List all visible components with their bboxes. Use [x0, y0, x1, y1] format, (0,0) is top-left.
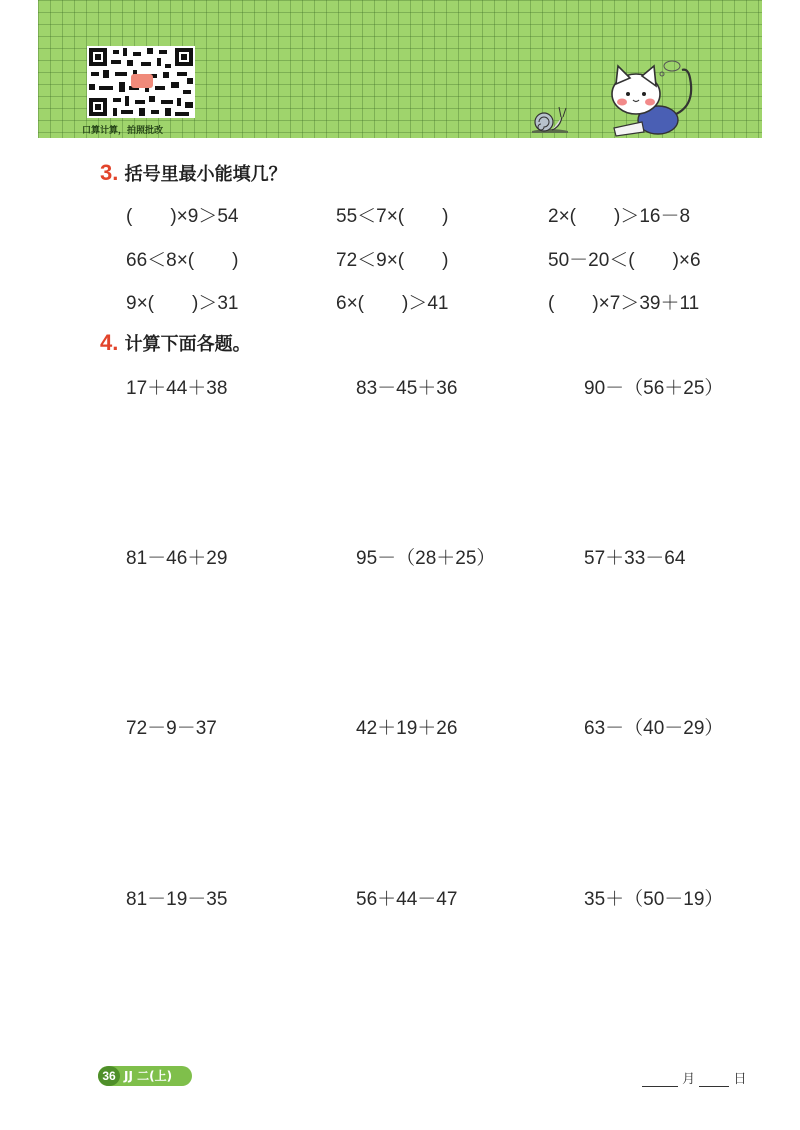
- calc-problem: 57＋33－64: [584, 548, 686, 569]
- inequality-item: 72＜9×( ): [336, 250, 449, 271]
- section3-number: 3.: [100, 160, 119, 185]
- snail-illustration: [530, 103, 570, 133]
- qr-caption: 口算计算，拍照批改: [82, 126, 164, 136]
- inequality-item: 66＜8×( ): [126, 250, 239, 271]
- calc-problem: 17＋44＋38: [126, 378, 228, 399]
- month-label: 月: [682, 1072, 696, 1087]
- calc-problem: 81－46＋29: [126, 548, 228, 569]
- section3-heading: [100, 160, 287, 186]
- calc-problem: 83－45＋36: [356, 378, 458, 399]
- month-blank[interactable]: [642, 1072, 678, 1087]
- inequality-item: 2×( )＞16－8: [548, 206, 691, 227]
- section4-heading: [100, 330, 251, 356]
- calc-problem: 95－（28＋25）: [356, 548, 496, 569]
- calc-problem: 42＋19＋26: [356, 718, 458, 739]
- calc-problem: 56＋44－47: [356, 889, 458, 910]
- cat-illustration: [602, 58, 702, 138]
- book-label: JJ 二(上): [124, 1069, 173, 1083]
- qr-code[interactable]: [87, 46, 195, 118]
- calc-problem: 90－（56＋25）: [584, 378, 724, 399]
- inequality-item: 50－20＜( )×6: [548, 250, 701, 271]
- inequality-item: ( )×7＞39＋11: [548, 293, 700, 314]
- calc-problem: 81－19－35: [126, 889, 228, 910]
- inequality-item: ( )×9＞54: [126, 206, 239, 227]
- calc-problem: 35＋（50－19）: [584, 889, 724, 910]
- day-blank[interactable]: [699, 1072, 729, 1087]
- section4-title: 计算下面各题。: [124, 334, 251, 355]
- calc-problem: 72－9－37: [126, 718, 217, 739]
- inequality-item: 6×( )＞41: [336, 293, 449, 314]
- date-field: [642, 1068, 746, 1087]
- calc-problem: 63－（40－29）: [584, 718, 724, 739]
- day-label: 日: [733, 1072, 747, 1087]
- page-number: 36: [98, 1066, 120, 1086]
- section3-title: 括号里最小能填几？: [124, 164, 287, 185]
- section4-number: 4.: [100, 330, 119, 355]
- inequality-item: 55＜7×( ): [336, 206, 449, 227]
- inequality-item: 9×( )＞31: [126, 293, 239, 314]
